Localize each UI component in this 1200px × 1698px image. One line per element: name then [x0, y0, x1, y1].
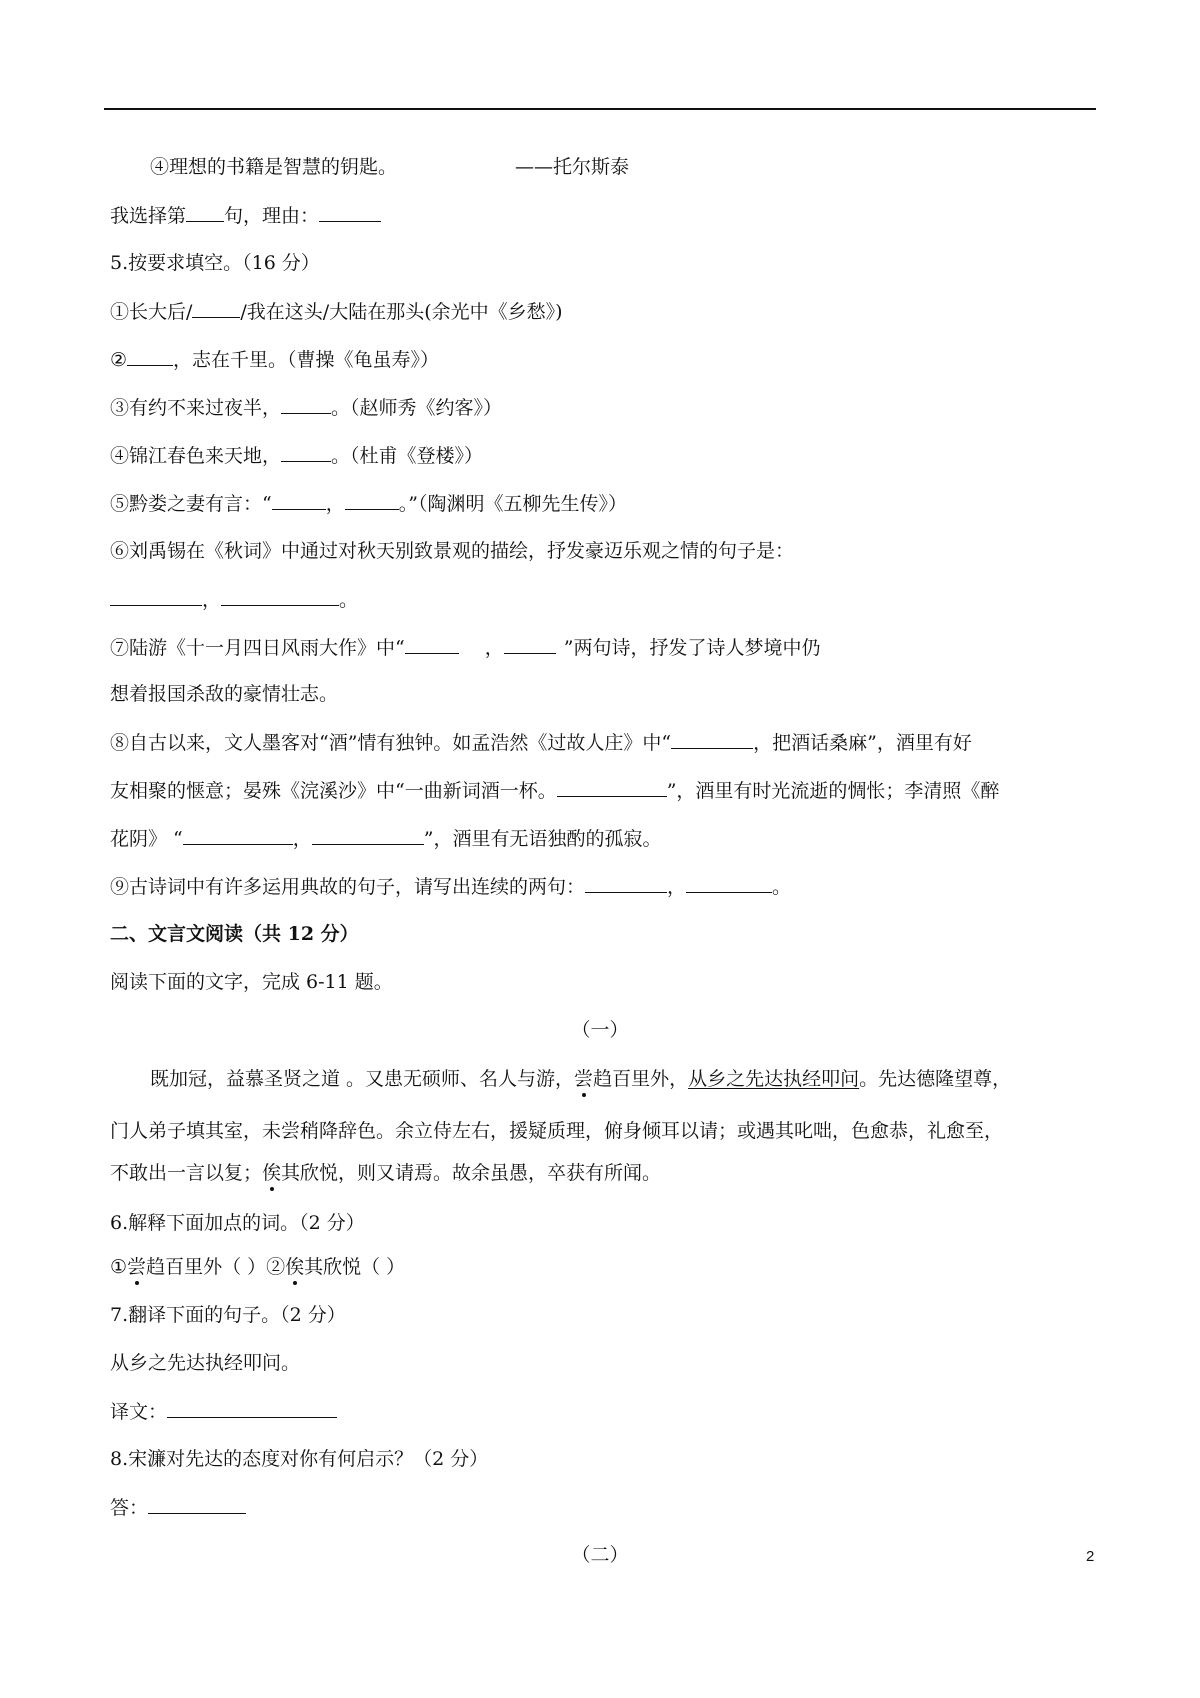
blank[interactable]	[281, 443, 331, 462]
blank[interactable]	[312, 826, 424, 845]
blank[interactable]	[345, 491, 399, 510]
blank[interactable]	[281, 395, 331, 414]
reading-instruction: 阅读下面的文字，完成 6-11 题。	[110, 971, 393, 993]
answer-blank[interactable]	[167, 1399, 337, 1418]
blank[interactable]	[319, 203, 381, 222]
q7-answer: 译文：	[110, 1399, 337, 1424]
blank[interactable]	[504, 635, 556, 654]
blank[interactable]	[221, 587, 339, 606]
page-number: 2	[1086, 1548, 1095, 1565]
quote-line-4: ④理想的书籍是智慧的钥匙。 ——托尔斯泰	[150, 156, 630, 178]
blank[interactable]	[405, 635, 459, 654]
fill-9: ⑨古诗词中有许多运用典故的句子，请写出连续的两句： ， 。	[110, 876, 792, 898]
blank[interactable]	[557, 778, 667, 797]
part-1-heading: （一）	[571, 1019, 629, 1041]
blank[interactable]	[127, 347, 173, 366]
fill-8-line2: 友相聚的惬意；晏殊《浣溪沙》中“一曲新词酒一杯。 ”，酒里有时光流逝的惆怅；李清照《醉	[110, 780, 1000, 802]
section-2-title: 二、文言文阅读（共 12 分）	[110, 923, 359, 945]
passage-line-3: 不敢出一言以复；俟其欣悦，则又请焉。故余虽愚，卒获有所闻。	[110, 1162, 662, 1184]
fill-2: ② ，志在千里。（曹操《龟虽寿》）	[110, 349, 440, 371]
emphasis-dot: 尝	[574, 1068, 594, 1090]
fill-3: ③有约不来过夜半， 。（赵师秀《约客》）	[110, 397, 503, 419]
passage-line-1: 既加冠，益慕圣贤之道 。又患无硕师、名人与游，尝趋百里外，从乡之先达执经叩问。先达德隆望尊，	[150, 1068, 1012, 1090]
fill-4: ④锦江春色来天地， 。（杜甫《登楼》）	[110, 445, 484, 467]
q6-title: 6.解释下面加点的词。（2 分）	[110, 1212, 365, 1234]
emphasis-dot: 俟	[285, 1256, 305, 1278]
fill-6: ⑥刘禹锡在《秋词》中通过对秋天别致景观的描绘，抒发豪迈乐观之情的句子是：	[110, 540, 795, 562]
blank[interactable]	[585, 874, 667, 893]
passage-line-2: 门人弟子填其室，未尝稍降辞色。余立侍左右，援疑质理，俯身倾耳以请；或遇其叱咄，色愈恭，礼愈至，	[110, 1120, 1004, 1142]
header-rule	[104, 108, 1096, 110]
q6-items: ①尝趋百里外（ ）②俟其欣悦（ ）	[110, 1256, 406, 1278]
fill-8: ⑧自古以来，文人墨客对“酒”情有独钟。如孟浩然《过故人庄》中“ ，把酒话桑麻”，酒里有好	[110, 732, 972, 754]
blank[interactable]	[671, 730, 753, 749]
fill-1: ①长大后/ /我在这头/大陆在那头(余光中《乡愁》)	[110, 301, 563, 323]
fill-7-cont: 想着报国杀敌的豪情壮志。	[110, 683, 339, 705]
fill-5: ⑤黔娄之妻有言：“ ， 。”（陶渊明《五柳先生传》）	[110, 493, 627, 515]
fill-8-line3: 花阴》 “ ， ”，酒里有无语独酌的孤寂。	[110, 828, 662, 850]
blank[interactable]	[192, 299, 240, 318]
part-2-heading: （二）	[571, 1544, 629, 1566]
blank[interactable]	[183, 826, 293, 845]
q7-title: 7.翻译下面的句子。（2 分）	[110, 1304, 346, 1326]
fill-7: ⑦陆游《十一月四日风雨大作》中“ ， ”两句诗，抒发了诗人梦境中仍	[110, 637, 821, 659]
blank[interactable]	[186, 203, 224, 222]
blank[interactable]	[686, 874, 772, 893]
emphasis-dot: 尝	[127, 1256, 147, 1278]
answer-blank[interactable]	[148, 1495, 246, 1514]
q8-answer: 答：	[110, 1495, 246, 1520]
q7-sentence: 从乡之先达执经叩问。	[110, 1352, 301, 1374]
fill-6-answer: ， 。	[110, 587, 358, 612]
emphasis-dot: 俟	[262, 1162, 282, 1184]
choose-line: 我选择第 句，理由：	[110, 203, 381, 228]
blank[interactable]	[272, 491, 326, 510]
underlined-sentence: 从乡之先达执经叩问	[688, 1068, 860, 1090]
blank[interactable]	[110, 587, 202, 606]
q8-title: 8.宋濂对先达的态度对你有何启示？（2 分）	[110, 1448, 489, 1470]
q5-title: 5.按要求填空。（16 分）	[110, 252, 320, 274]
